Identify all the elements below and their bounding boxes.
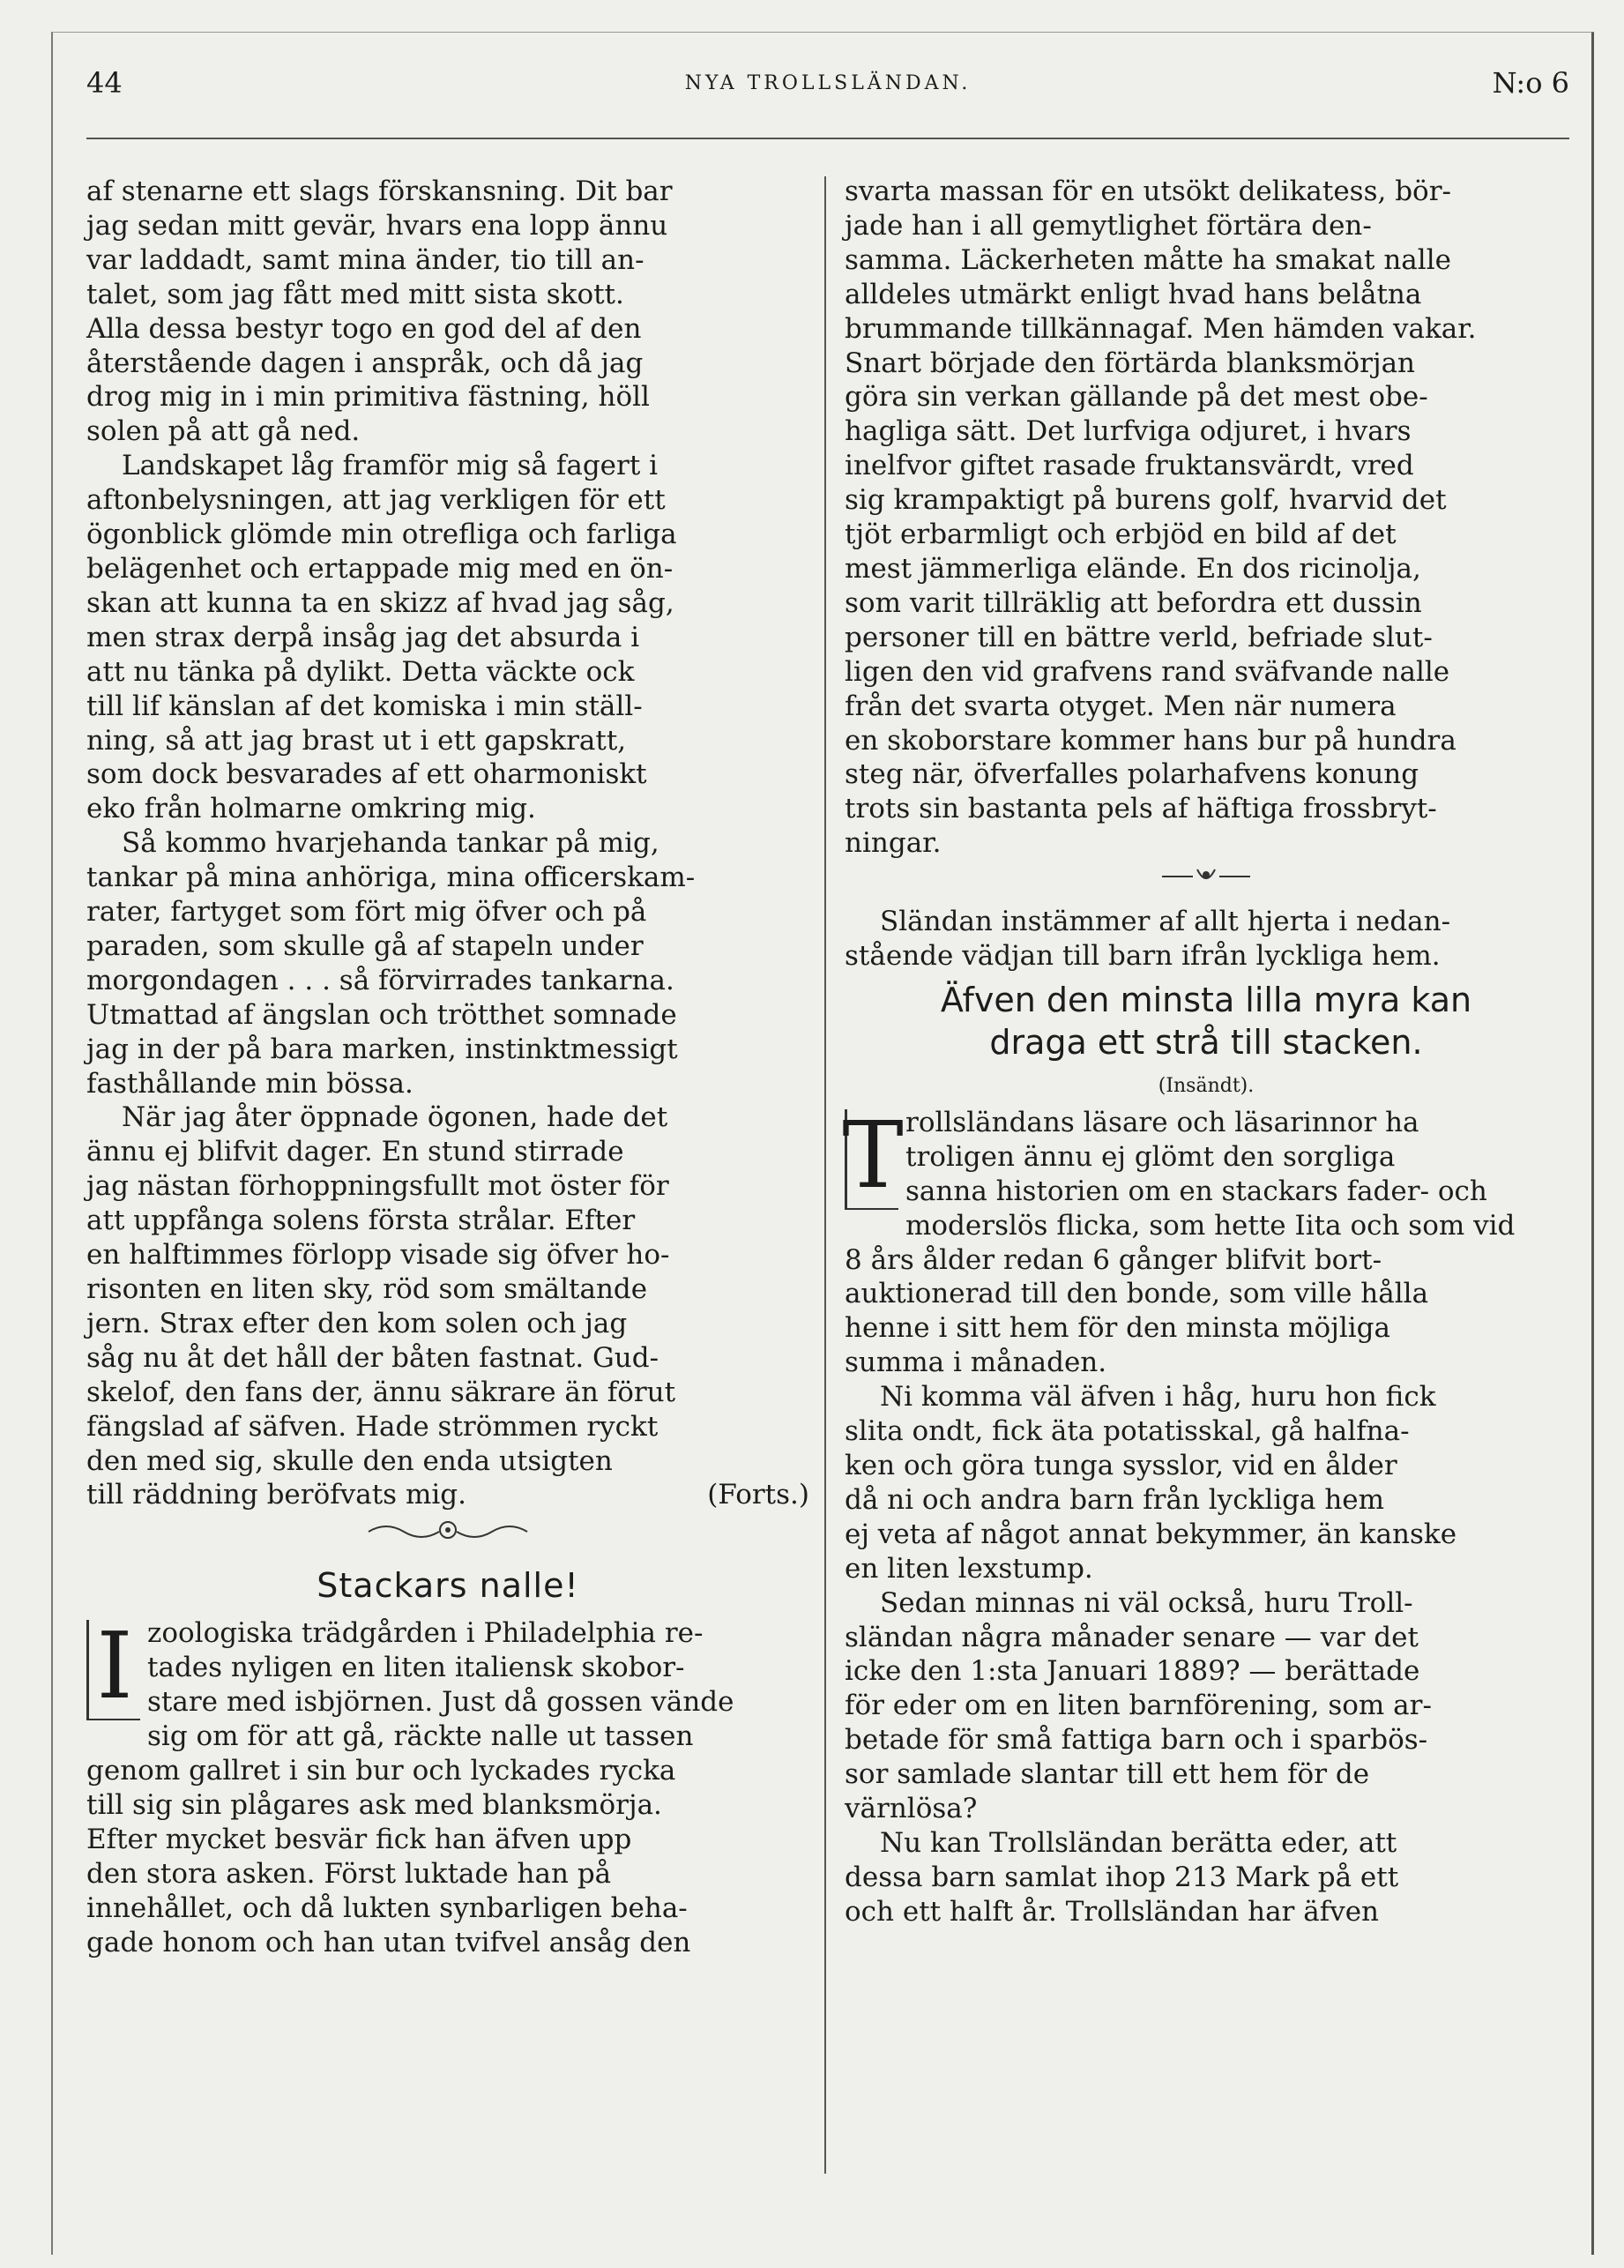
- text-line: personer till en bättre verld, befriade slut-: [845, 621, 1433, 653]
- text-line: svarta massan för en utsökt delikatess, bör-: [845, 175, 1451, 207]
- paragraph-landscape: [86, 449, 809, 826]
- text-line: henne i sitt hem för den minsta möjliga: [845, 1312, 1390, 1345]
- paragraph-dawn: [86, 1100, 809, 1478]
- text-line: belägenhet och ertappade mig med en ön-: [86, 552, 674, 585]
- text-line: troligen ännu ej glömt den sorgliga: [905, 1140, 1396, 1173]
- text-line: Snart började den förtärda blanksmörjan: [845, 347, 1416, 379]
- text-line: återstående dagen i anspråk, och då jag: [86, 347, 644, 379]
- editor-intro: [845, 905, 1568, 974]
- text-line: zoologiska trädgården i Philadelphia re-: [147, 1617, 704, 1650]
- text-line: en skoborstare kommer hans bur på hundra: [845, 724, 1456, 757]
- ornament-icon: [1153, 861, 1259, 896]
- text-line: ligen den vid grafvens rand sväfvande nalle: [845, 655, 1450, 688]
- text-line: innehållet, och då lukten synbarligen beha-: [86, 1891, 688, 1924]
- text-line: att nu tänka på dylikt. Detta väckte ock: [86, 655, 635, 688]
- text-line: icke den 1:sta Januari 1889? — berättade: [845, 1655, 1420, 1688]
- text-line: auktionerad till den bonde, som ville hålla: [845, 1278, 1429, 1310]
- text-line: hagliga sätt. Det lurfviga odjuret, i hvars: [845, 415, 1412, 448]
- text-line: jag nästan förhoppningsfullt mot öster för: [86, 1170, 669, 1203]
- myra-article: [842, 1100, 1568, 1380]
- text-line: den med sig, skulle den enda utsigten: [86, 1444, 613, 1477]
- text-line: som varit tillräklig att befordra ett dussin: [845, 586, 1422, 619]
- text-line: drog mig in i min primitiva fästning, höll: [86, 381, 650, 414]
- myra-paragraph-1: [842, 1100, 1568, 1380]
- text-line: tankar på mina anhöriga, mina officerskam-: [86, 862, 696, 894]
- myra-paragraph-4: [845, 1826, 1568, 1929]
- forts-line-text: till räddning beröfvats mig.: [86, 1479, 466, 1511]
- text-line: trots sin bastanta pels af häftiga frossbryt-: [845, 793, 1437, 825]
- text-line: tades nyligen en liten italiensk skobor-: [147, 1652, 685, 1684]
- text-line: stare med isbjörnen. Just då gossen vände: [147, 1686, 734, 1719]
- text-line: paraden, som skulle gå af stapeln under: [86, 929, 644, 962]
- text-line: värnlösa?: [845, 1793, 978, 1825]
- forts-line: [86, 1478, 809, 1512]
- text-line: aftonbelysningen, att jag verkligen för ett: [86, 484, 666, 517]
- text-line: och ett halft år. Trollsländan har äfven: [845, 1895, 1380, 1928]
- text-line: Nu kan Trollsländan berätta eder, att: [880, 1826, 1397, 1859]
- nalle-continuation: [845, 175, 1568, 861]
- text-line: som dock besvarades af ett oharmoniskt: [86, 758, 647, 791]
- text-line: ning, så att jag brast ut i ett gapskratt,: [86, 724, 627, 757]
- text-line: göra sin verkan gällande på det mest obe-: [845, 381, 1428, 414]
- text-line: Utmattad af ängslan och trötthet somnade: [86, 998, 677, 1031]
- text-line: till sig sin plågares ask med blanksmörja.: [86, 1788, 662, 1821]
- text-line: slita ondt, fick äta potatisskal, gå halfna-: [845, 1415, 1410, 1448]
- paragraph-thoughts: [86, 826, 809, 1100]
- text-line: summa i månaden.: [845, 1347, 1107, 1379]
- text-line: jade han i all gemytlighet förtära den-: [845, 209, 1372, 242]
- text-line: talet, som jag fått med mitt sista skott.: [86, 278, 624, 310]
- text-line: sor samlade slantar till ett hem för de: [845, 1758, 1370, 1791]
- text-line: mest jämmerliga elände. En dos ricinolja,: [845, 552, 1421, 585]
- text-line: Sländan instämmer af allt hjerta i nedan-: [880, 906, 1451, 938]
- text-line: för eder om en liten barnförening, som ar-: [845, 1690, 1432, 1722]
- text-line: rater, fartyget som fört mig öfver och på: [86, 896, 647, 929]
- text-line: en halftimmes förlopp visade sig öfver ho-: [86, 1239, 670, 1272]
- header-rule: [86, 138, 1569, 139]
- text-line: då ni och andra barn från lyckliga hem: [845, 1483, 1385, 1516]
- text-line: ej veta af något annat bekymmer, än kanske: [845, 1518, 1457, 1550]
- text-line: jag sedan mitt gevär, hvars ena lopp ännu: [86, 209, 668, 242]
- text-line: jern. Strax efter den kom solen och jag: [86, 1307, 628, 1339]
- text-line: moderslös flicka, som hette Iita och som vid: [905, 1209, 1516, 1242]
- left-column: [86, 175, 809, 1959]
- text-line: tjöt erbarmligt och erbjöd en bild af det: [845, 519, 1397, 551]
- text-line: sanna historien om en stackars fader- och: [905, 1175, 1487, 1207]
- text-line: Alla dessa bestyr togo en god del af den: [86, 312, 642, 345]
- text-line: ningar.: [845, 827, 942, 860]
- text-line: sländan några månader senare — var det: [845, 1621, 1419, 1653]
- text-line: Landskapet låg framför mig så fagert i: [122, 450, 659, 482]
- text-line: fasthållande min bössa.: [86, 1067, 413, 1100]
- text-line: alldeles utmärkt enligt hvad hans belåtna: [845, 278, 1422, 310]
- forts-label: (Forts.): [707, 1479, 809, 1511]
- text-line: samma. Läckerheten måtte ha smakat nalle: [845, 243, 1451, 276]
- text-line: risonten en liten sky, röd som smältande: [86, 1273, 648, 1305]
- text-line: såg nu åt det håll der båten fastnat. Gud-: [86, 1341, 659, 1374]
- article-title-line-1: Äfven den minsta lilla myra kan: [940, 980, 1472, 1019]
- text-line: Ni komma väl äfven i håg, huru hon fick: [880, 1381, 1436, 1414]
- text-line: steg när, öfverfalles polarhafvens konung: [845, 758, 1419, 791]
- right-column: [842, 175, 1568, 1929]
- article-title: [845, 979, 1568, 1063]
- text-line: men strax derpå insåg jag det absurda i: [86, 621, 640, 653]
- text-line: jag in der på bara marken, instinktmessigt: [86, 1033, 678, 1065]
- text-line: morgondagen . . . så förvirrades tankarna.: [86, 964, 674, 996]
- text-line: en liten lexstump.: [845, 1552, 1093, 1585]
- article-title-line-2: draga ett strå till stacken.: [989, 1022, 1423, 1062]
- text-line: ken och göra tunga sysslor, vid en ålder: [845, 1450, 1397, 1481]
- ornament-divider: [86, 1512, 809, 1556]
- text-line: När jag åter öppnade ögonen, hade det: [122, 1101, 668, 1134]
- page-header: [86, 62, 1569, 115]
- text-line: Så kommo hvarjehanda tankar på mig,: [122, 827, 659, 860]
- text-line: rollsländans läsare och läsarinnor ha: [905, 1106, 1419, 1138]
- text-line: dessa barn samlat ihop 213 Mark på ett: [845, 1861, 1399, 1893]
- ornament-divider-right: [845, 861, 1568, 905]
- text-line: till lif känslan af det komiska i min ställ-: [86, 690, 643, 722]
- text-line: skelof, den fans der, ännu säkrare än förut: [86, 1376, 676, 1408]
- ornament-icon: [360, 1512, 536, 1548]
- stackars-nalle-title: Stackars nalle!: [317, 1566, 579, 1606]
- text-line: eko från holmarne omkring mig.: [86, 793, 536, 825]
- text-line: Sedan minnas ni väl också, huru Troll-: [880, 1586, 1413, 1619]
- text-line: att uppfånga solens första strålar. Efter: [86, 1205, 636, 1237]
- text-line: 8 års ålder redan 6 gånger blifvit bort-: [845, 1243, 1382, 1276]
- text-line: från det svarta otyget. Men när numera: [845, 690, 1397, 722]
- drop-cap-i: I: [86, 1620, 140, 1720]
- issue-number: N:o 6: [1492, 66, 1569, 100]
- myra-paragraph-2: [845, 1380, 1568, 1585]
- drop-cap-t: T: [842, 1100, 904, 1209]
- text-line: betade för små fattiga barn och i sparbös-: [845, 1724, 1428, 1757]
- text-line: stående vädjan till barn ifrån lyckliga hem.: [845, 940, 1441, 973]
- insandt-note: (Insändt).: [1158, 1074, 1255, 1097]
- stackars-nalle-article: [86, 1612, 809, 1959]
- column-divider: [824, 176, 826, 2174]
- publication-title: NYA TROLLSLÄNDAN.: [684, 72, 972, 94]
- text-line: brummande tillkännagaf. Men hämden vakar.: [845, 312, 1477, 345]
- text-line: sig om för att gå, räckte nalle ut tassen: [147, 1720, 694, 1753]
- text-line: sig krampaktigt på burens golf, hvarvid det: [845, 484, 1447, 517]
- page-number: 44: [86, 66, 123, 100]
- text-line: ögonblick glömde min otrefliga och farliga: [86, 519, 677, 551]
- text-line: var laddadt, samt mina änder, tio till an-: [86, 243, 644, 276]
- text-line: inelfvor giftet rasade fruktansvärdt, vred: [845, 450, 1414, 482]
- text-line: Efter mycket besvär fick han äfven upp: [86, 1823, 632, 1855]
- stackars-nalle-body: [86, 1616, 809, 1959]
- text-line: ännu ej blifvit dager. En stund stirrade: [86, 1136, 624, 1168]
- text-line: fängslad af säfven. Hade strömmen ryckt: [86, 1410, 659, 1443]
- myra-paragraph-3: [845, 1586, 1568, 1826]
- text-line: gade honom och han utan tvifvel ansåg den: [86, 1926, 691, 1958]
- text-line: genom gallret i sin bur och lyckades rycka: [86, 1754, 676, 1787]
- text-line: skan att kunna ta en skizz af hvad jag såg,: [86, 586, 674, 619]
- text-line: solen på att gå ned.: [86, 415, 361, 448]
- text-line: den stora asken. Först luktade han på: [86, 1857, 612, 1890]
- continuation-paragraph: [86, 175, 809, 449]
- text-line: af stenarne ett slags förskansning. Dit bar: [86, 175, 673, 207]
